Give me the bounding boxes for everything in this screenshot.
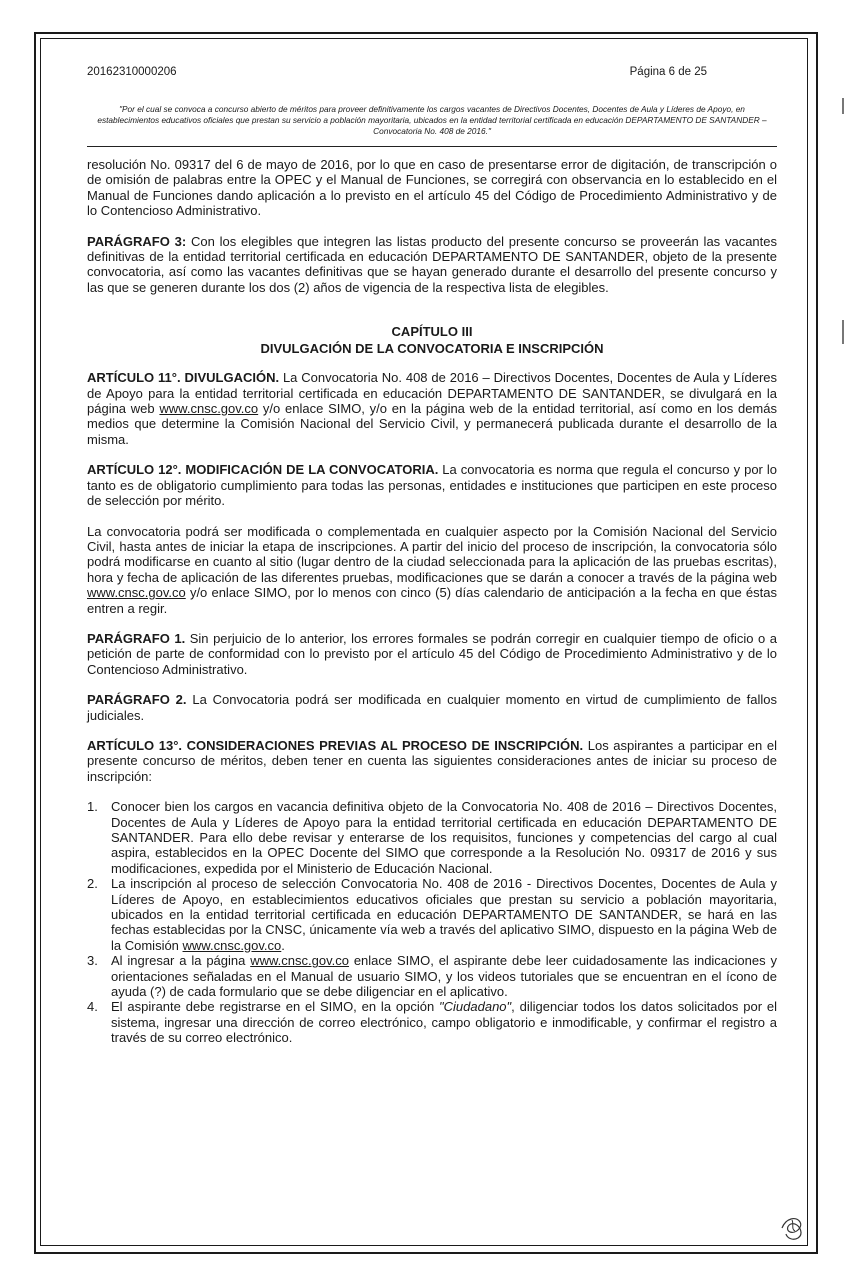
article-12 xyxy=(87,462,777,508)
cnsc-link[interactable]: www.cnsc.gov.co xyxy=(159,401,259,417)
paragrafo-3-text: Con los elegibles que integren las listas producto del presente concurso se proveerán las vacantes definitivas de la entidad territorial certificada en educación DEPARTAMENTO DE SANTANDER, objeto de la presente convocatoria, así como las vacantes definitivas que se hayan generado durante el desarrollo del presente concurso y las que se generen durante los dos (2) años de vigencia de la respectiva lista de elegibles. xyxy=(87,233,778,295)
header-divider xyxy=(87,146,777,148)
chapter-title: DIVULGACIÓN DE LA CONVOCATORIA E INSCRIPCIÓN xyxy=(260,341,604,357)
scan-mark xyxy=(842,320,844,344)
initials-signature-icon xyxy=(778,1212,808,1242)
list-item-text-end: , diligenciar todos los datos solicitados por el sistema, ingresar una dirección de correo electrónico, campo obligatorio e inmodificable, y confirmar el registro a través de su correo electrónico. xyxy=(111,999,777,1046)
list-item-text: Conocer bien los cargos en vacancia definitiva objeto de la Convocatoria No. 408 de 2016 – Directivos Docentes, Docentes de Aula y Líderes de Apoyo para la entidad territorial certificada en educación DEPARTAMENTO DE SANTANDER. Para ello debe revisar y enterarse de los requisitos, funciones y competencias del cargo al cual aspira, establecidos en la OPEC Docente del SIMO que corresponde a la Resolución No. 09317 de 2016 y sus modificaciones, expedida por el Ministerio de Educación Nacional. xyxy=(111,799,777,876)
considerations-list xyxy=(87,799,777,1046)
article-11-text: La Convocatoria No. 408 de 2016 – Directivos Docentes, Docentes de Aula y Líderes de Apoyo para la entidad territorial certificada en educación DEPARTAMENTO DE SANTANDER, se divulgará en la página web xyxy=(87,370,778,417)
list-item-text-end: enlace SIMO, el aspirante debe leer cuidadosamente las indicaciones y orientaciones señaladas en el Manual de usuario SIMO, y los videos tutoriales que se encuentran en el ícono de ayuda (?) de cada formulario que se debe diligenciar en el aplicativo. xyxy=(111,953,777,1000)
article-12-title: ARTÍCULO 12°. MODIFICACIÓN DE LA CONVOCATORIA. xyxy=(87,462,439,478)
article-13-title: ARTÍCULO 13°. CONSIDERACIONES PREVIAS AL PROCESO DE INSCRIPCIÓN. xyxy=(87,737,584,753)
list-item xyxy=(87,953,777,999)
article-13-text: Los aspirantes a participar en el presente concurso de méritos, deben tener en cuenta las siguientes consideraciones antes de iniciar su proceso de inscripción: xyxy=(87,737,777,784)
paragrafo-1-label: PARÁGRAFO 1. xyxy=(87,630,186,646)
article-12-p2-text-end: y/o enlace SIMO, por lo menos con cinco (5) días calendario de anticipación a la fecha en que éstas entren a regir. xyxy=(87,585,777,616)
chapter-number: CAPÍTULO III xyxy=(391,324,473,340)
cnsc-link[interactable]: www.cnsc.gov.co xyxy=(182,937,282,953)
article-12-paragraph-2 xyxy=(87,524,777,616)
article-13 xyxy=(87,738,777,784)
list-item-number: 2. xyxy=(87,876,98,892)
document-number: 20162310000206 xyxy=(87,66,177,78)
page-number: Página 6 de 25 xyxy=(629,66,707,78)
article-12-p2-text: La convocatoria podrá ser modificada o complementada en cualquier aspecto por la Comisión Nacional del Servicio Civil, hasta antes de iniciar la etapa de inscripciones. A partir del inicio del proceso de inscripción, la convocatoria sólo podrá modificarse en cuanto al sitio (lugar dentro de la ciudad seleccionada para la aplicación de las pruebas escritas), hora y fecha de aplicación de las diferentes pruebas, modificaciones que se darán a conocer a través de la página web xyxy=(87,523,777,585)
paragrafo-1-text: Sin perjuicio de lo anterior, los errores formales se podrán corregir en cualquier tiempo de oficio o a petición de parte de conformidad con lo previsto por el artículo 45 del Código de Procedimiento Administrativo y de lo Contencioso Administrativo. xyxy=(87,630,778,677)
chapter-heading xyxy=(87,323,777,357)
list-item-text: La inscripción al proceso de selección Convocatoria No. 408 de 2016 - Directivos Docentes, Docentes de Aula y Líderes de Apoyo, en establecimientos educativos oficiales que prestan su servicio a población mayoritaria, ubicados en la entidad territorial certificada en educación DEPARTAMENTO DE SANTANDER, se hará en las fechas establecidas por la CNSC, únicamente vía web a través del aplicativo SIMO, dispuesto en la página Web de la Comisión xyxy=(111,876,777,953)
intro-paragraph: resolución No. 09317 del 6 de mayo de 2016, por lo que en caso de presentarse error de digitación, de transcripción o de omisión de palabras entre la OPEC y el Manual de Funciones, se corregirá con observancia en lo establecido en el Manual de Funciones dando aplicación a lo previsto en el artículo 45 del Código de Procedimiento Administrativo y de lo Contencioso Administrativo. xyxy=(87,157,777,219)
list-item-number: 1. xyxy=(87,799,98,815)
paragrafo-1 xyxy=(87,631,777,677)
paragrafo-2-label: PARÁGRAFO 2. xyxy=(87,692,187,708)
paragrafo-2-text: La Convocatoria podrá ser modificada en cualquier momento en virtud de cumplimiento de fallos judiciales. xyxy=(87,692,777,723)
page-header xyxy=(87,66,777,78)
list-item xyxy=(87,999,777,1045)
paragrafo-3-label: PARÁGRAFO 3: xyxy=(87,233,187,249)
article-11-text-end: y/o enlace SIMO, y/o en la página web de la entidad territorial, así como en los demás medios que determine la Comisión Nacional del Servicio Civil, y permanecerá publicada durante el desarrollo de la misma. xyxy=(87,401,777,447)
list-item-text-end: . xyxy=(281,937,285,953)
list-item xyxy=(87,876,777,953)
list-item-number: 4. xyxy=(87,999,98,1015)
document-content xyxy=(87,66,777,1046)
scan-mark xyxy=(842,98,844,114)
list-item-text: Al ingresar a la página xyxy=(111,953,251,969)
paragrafo-3 xyxy=(87,234,777,296)
list-item-number: 3. xyxy=(87,953,98,969)
article-11-title: ARTÍCULO 11°. DIVULGACIÓN. xyxy=(87,370,280,386)
list-item xyxy=(87,799,777,876)
ciudadano-option: "Ciudadano" xyxy=(439,999,512,1015)
list-item-text: El aspirante debe registrarse en el SIMO, en la opción xyxy=(111,999,440,1015)
cnsc-link[interactable]: www.cnsc.gov.co xyxy=(250,953,349,969)
article-11 xyxy=(87,370,777,447)
resolution-caption: "Por el cual se convoca a concurso abierto de méritos para proveer definitivamente los cargos vacantes de Directivos Docentes, Docentes de Aula y Líderes de Apoyo, en establecimientos educativos oficiales que prestan su servicio a población mayoritaria, ubicados en la entidad territorial certificada en educación DEPARTAMENTO DE SANTANDER – Convocatoria No. 408 de 2016." xyxy=(97,104,767,136)
cnsc-link[interactable]: www.cnsc.gov.co xyxy=(87,585,186,601)
paragrafo-2 xyxy=(87,692,777,723)
article-12-text: La convocatoria es norma que regula el concurso y por lo tanto es de obligatorio cumplimiento para todas las personas, entidades e instituciones que participen en este proceso de selección por mérito. xyxy=(87,462,777,509)
